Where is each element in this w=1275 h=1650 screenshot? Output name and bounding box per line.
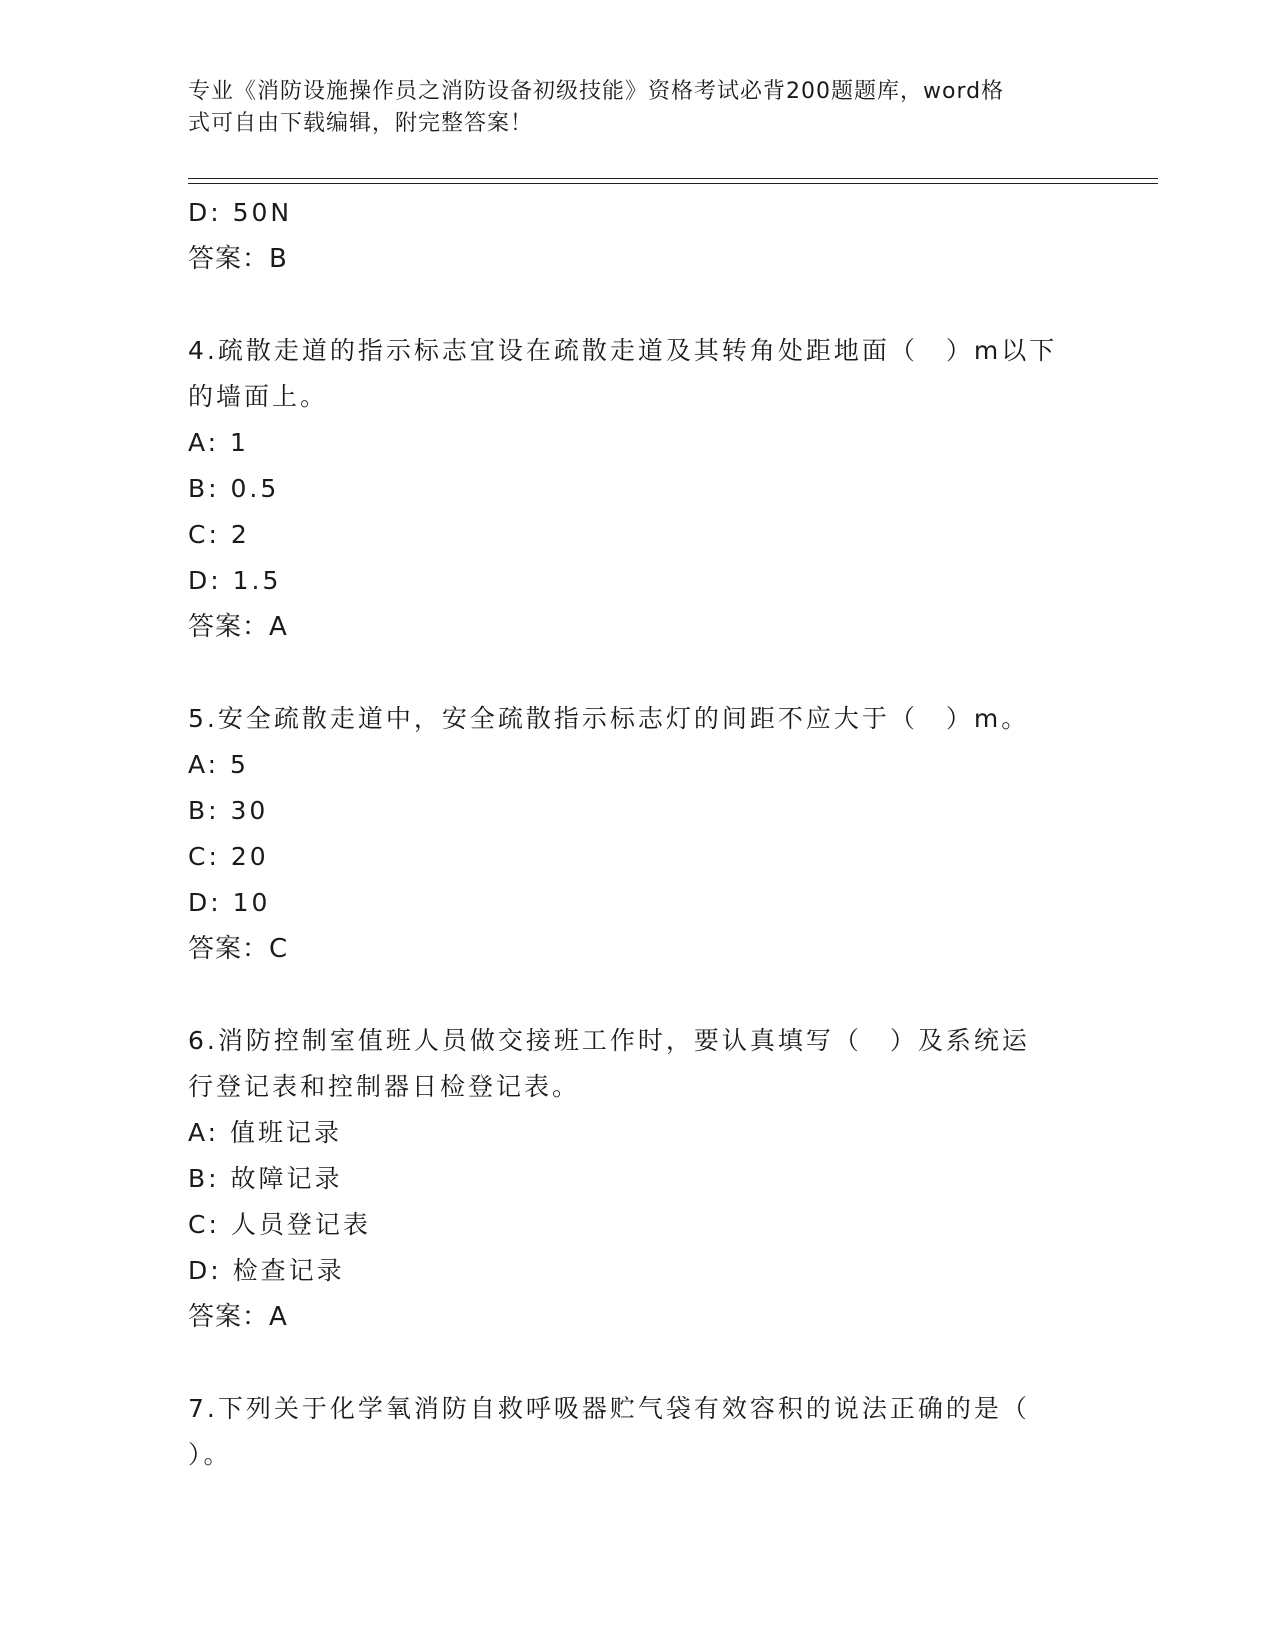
question-7-text-line-2: ）。 [188, 1440, 232, 1469]
question-4-text-line-1: 4.疏散走道的指示标志宜设在疏散走道及其转角处距地面（ ）m以下 [188, 336, 1058, 365]
question-6-option-d: D: 检查记录 [188, 1256, 345, 1285]
question-4-text-line-2: 的墙面上。 [188, 382, 329, 411]
page-header [188, 76, 1088, 140]
question-6-option-c: C: 人员登记表 [188, 1210, 371, 1239]
question-5-option-d: D: 10 [188, 888, 271, 917]
question-4-option-c: C: 2 [188, 520, 250, 549]
question-4-option-b: B: 0.5 [188, 474, 280, 503]
question-4 [188, 328, 1088, 650]
header-title-line-1: 专业《消防设施操作员之消防设备初级技能》资格考试必背200题题库，word格 [188, 79, 1005, 104]
question-6-option-b: B: 故障记录 [188, 1164, 343, 1193]
question-6-text-line-2: 行登记表和控制器日检登记表。 [188, 1072, 581, 1101]
question-5-option-a: A: 5 [188, 750, 249, 779]
prev-question-answer: 答案：B [188, 244, 288, 274]
header-divider [188, 178, 1158, 184]
question-5-option-c: C: 20 [188, 842, 269, 871]
question-6-text-line-1: 6.消防控制室值班人员做交接班工作时，要认真填写（ ）及系统运 [188, 1026, 1030, 1055]
question-5-answer: 答案：C [188, 934, 289, 964]
question-7-text-line-1: 7.下列关于化学氧消防自救呼吸器贮气袋有效容积的说法正确的是（ [188, 1394, 1030, 1423]
question-6-answer: 答案：A [188, 1302, 288, 1332]
question-7 [188, 1386, 1088, 1478]
question-6-option-a: A: 值班记录 [188, 1118, 343, 1147]
question-5 [188, 696, 1088, 972]
question-4-option-d: D: 1.5 [188, 566, 282, 595]
question-6 [188, 1018, 1088, 1340]
prev-question-option-d: D: 50N [188, 198, 293, 227]
question-5-text-line-1: 5.安全疏散走道中，安全疏散指示标志灯的间距不应大于（ ）m。 [188, 704, 1030, 733]
question-5-option-b: B: 30 [188, 796, 269, 825]
question-4-answer: 答案：A [188, 612, 288, 642]
question-list [188, 190, 1088, 1478]
question-4-option-a: A: 1 [188, 428, 249, 457]
header-title-line-2: 式可自由下载编辑，附完整答案！ [188, 111, 534, 136]
